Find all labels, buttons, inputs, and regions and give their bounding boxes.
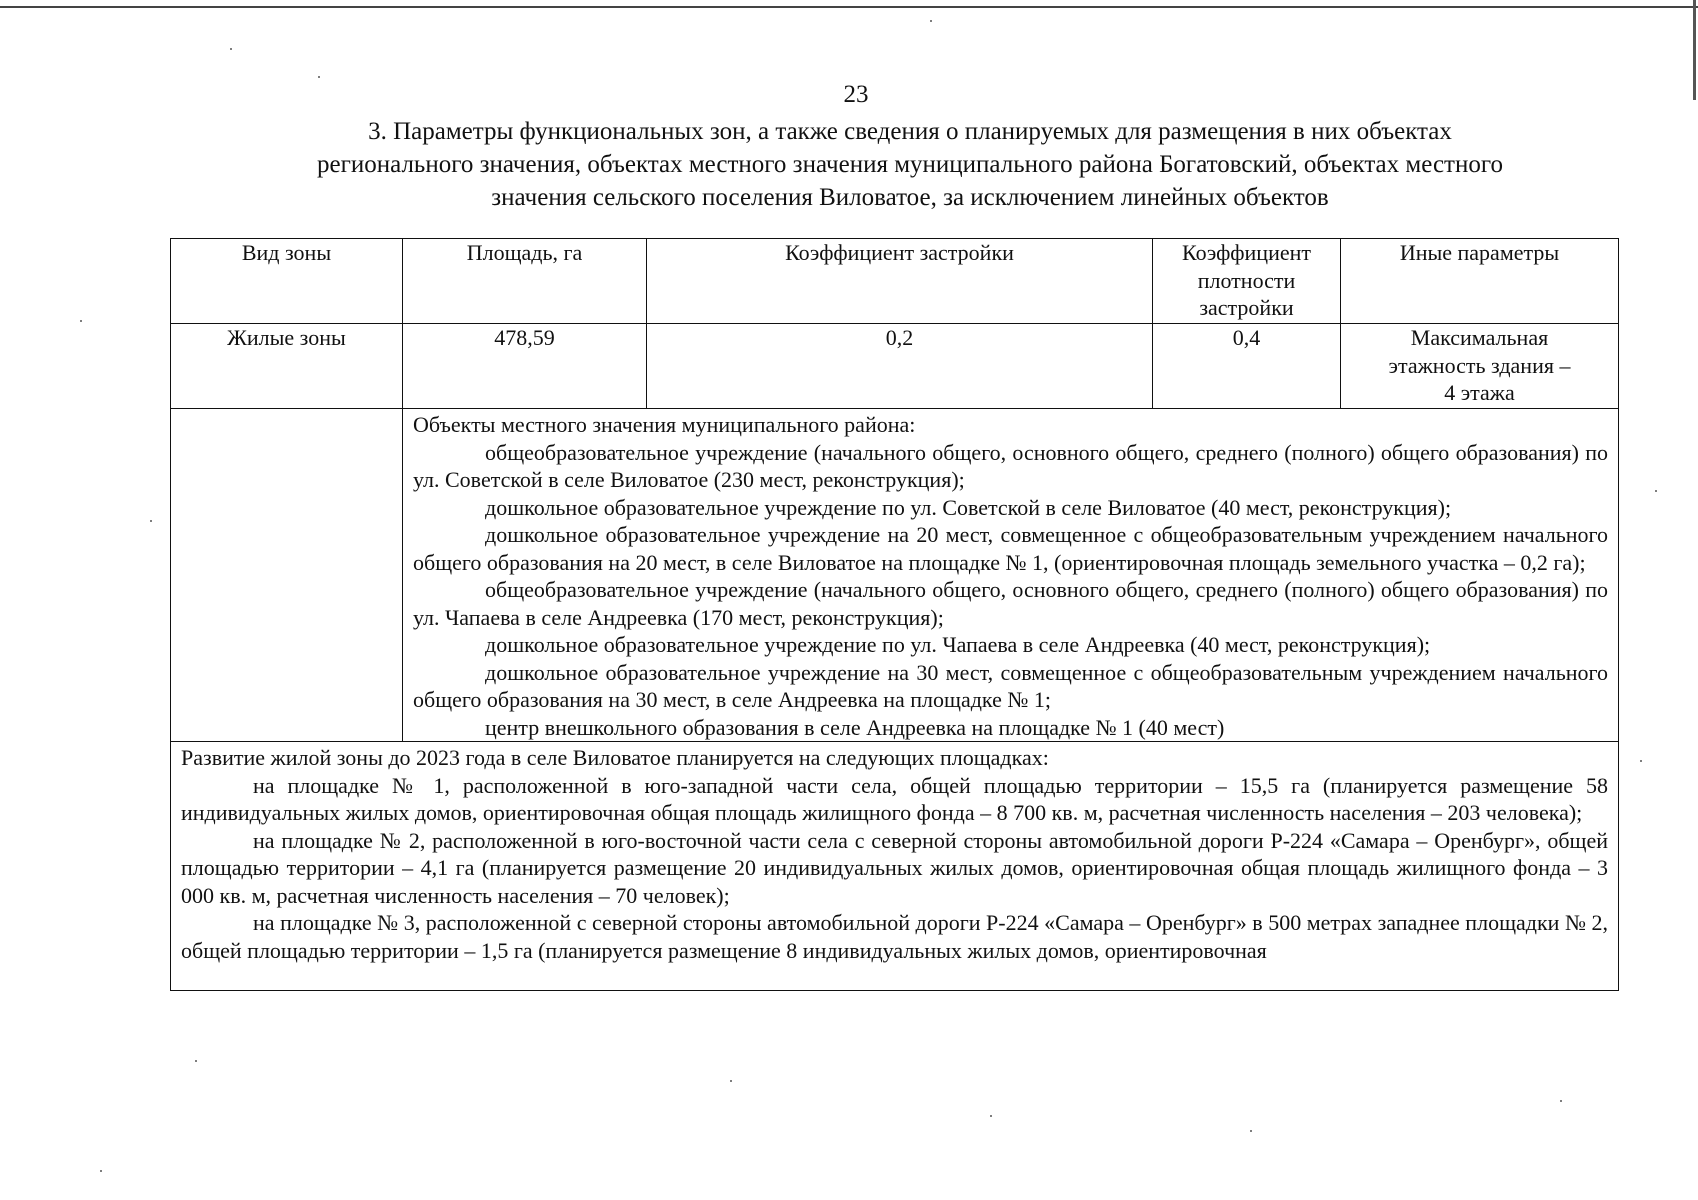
- table-header-row: [171, 239, 1619, 324]
- scan-top-border: [0, 6, 1698, 8]
- section-heading: [190, 115, 1630, 214]
- objects-item: общеобразовательное учреждение (начального общего, основного общего, среднего (полного) общего образования) по ул. Чапаева в селе Андреевка (170 мест, реконструкция);: [413, 577, 1608, 630]
- scan-speck: [1250, 1130, 1252, 1132]
- heading-line-2: регионального значения, объектах местного значения муниципального района Богатовский, объектах местного: [317, 151, 1503, 178]
- header-other-params: Иные параметры: [1341, 239, 1619, 324]
- scan-speck: [930, 20, 932, 22]
- header-density-line-1: Коэффициент: [1181, 240, 1311, 265]
- development-item: на площадке № 3, расположенной с северной стороны автомобильной дороги Р-224 «Самара – Оренбург» в 500 метрах западнее площадки № 2, общей площадью территории – 1,5 га (планируется размещение 8 индивидуальных жилых домов, ориентировочная: [181, 910, 1608, 963]
- scan-speck: [318, 76, 320, 78]
- cell-building-coef: 0,2: [647, 324, 1153, 409]
- cell-local-objects: [403, 409, 1619, 742]
- header-density-coef: [1153, 239, 1341, 324]
- scan-speck: [100, 1170, 102, 1172]
- objects-item: центр внешкольного образования в селе Андреевка на площадке № 1 (40 мест): [485, 714, 1225, 740]
- zones-table: [170, 238, 1619, 991]
- cell-area: 478,59: [403, 324, 647, 409]
- scan-speck: [730, 1080, 732, 1082]
- other-params-line-2: этажность здания –: [1388, 352, 1571, 378]
- scan-speck: [195, 1060, 197, 1062]
- header-area: Площадь, га: [403, 239, 647, 324]
- other-params-line-3: 4 этажа: [1444, 380, 1515, 405]
- header-density-line-3: застройки: [1199, 295, 1294, 320]
- scan-speck: [150, 520, 152, 522]
- cell-density-coef: 0,4: [1153, 324, 1341, 409]
- table-row-residential: [171, 324, 1619, 409]
- scan-speck: [990, 1115, 992, 1117]
- objects-item: дошкольное образовательное учреждение на 20 мест, совмещенное с общеобразовательным учреждением начального общего образования на 20 мест, в селе Виловатое на площадке № 1, (ориентировочная площадь земельного участка – 0,2 га);: [413, 522, 1608, 575]
- table-row-development: [171, 742, 1619, 991]
- header-zone-type: Вид зоны: [171, 239, 403, 324]
- scan-speck: [1640, 760, 1642, 762]
- cell-other-params: [1341, 324, 1619, 409]
- heading-line-3: значения сельского поселения Виловатое, за исключением линейных объектов: [491, 184, 1329, 211]
- objects-title: Объекты местного значения муниципального района:: [413, 412, 916, 437]
- cell-zone-type: Жилые зоны: [171, 324, 403, 409]
- development-item: на площадке № 1, расположенной в юго-западной части села, общей площадью территории – 15,5 га (планируется размещение 58 индивидуальных жилых домов, ориентировочная общая площадь жилищного фонда – 8 700 кв. м, расчетная численность населения – 203 человека);: [181, 772, 1608, 825]
- table-row-objects: [171, 409, 1619, 742]
- development-intro: Развитие жилой зоны до 2023 года в селе Виловатое планируется на следующих площадках:: [181, 745, 1049, 770]
- scan-speck: [1655, 490, 1657, 492]
- scan-speck: [80, 320, 82, 322]
- objects-item: общеобразовательное учреждение (начального общего, основного общего, среднего (полного) общего образования) по ул. Советской в селе Виловатое (230 мест, реконструкция);: [413, 439, 1608, 492]
- objects-item: дошкольное образовательное учреждение по ул. Советской в селе Виловатое (40 мест, реконструкция);: [485, 494, 1452, 520]
- header-building-coef: Коэффициент застройки: [647, 239, 1153, 324]
- scan-speck: [230, 48, 232, 50]
- header-density-line-2: плотности: [1197, 267, 1296, 293]
- heading-line-1: 3. Параметры функциональных зон, а также сведения о планируемых для размещения в них объектах: [368, 118, 1452, 145]
- page-number: 23: [843, 81, 869, 108]
- scan-speck: [1560, 1100, 1562, 1102]
- objects-item: дошкольное образовательное учреждение по ул. Чапаева в селе Андреевка (40 мест, реконструкция);: [485, 632, 1431, 657]
- cell-objects-empty: [171, 409, 403, 742]
- cell-development-plan: [171, 742, 1619, 991]
- objects-item: дошкольное образовательное учреждение на 30 мест, совмещенное с общеобразовательным учреждением начального общего образования на 30 мест, в селе Андреевка на площадке № 1;: [413, 659, 1608, 712]
- development-item: на площадке № 2, расположенной в юго-восточной части села с северной стороны автомобильной дороги Р-224 «Самара – Оренбург», общей площадью территории – 4,1 га (планируется размещение 20 индивидуальных жилых домов, ориентировочная общая площадь жилищного фонда – 3 000 кв. м, расчетная численность населения – 70 человек);: [181, 827, 1608, 908]
- other-params-line-1: Максимальная: [1410, 325, 1549, 350]
